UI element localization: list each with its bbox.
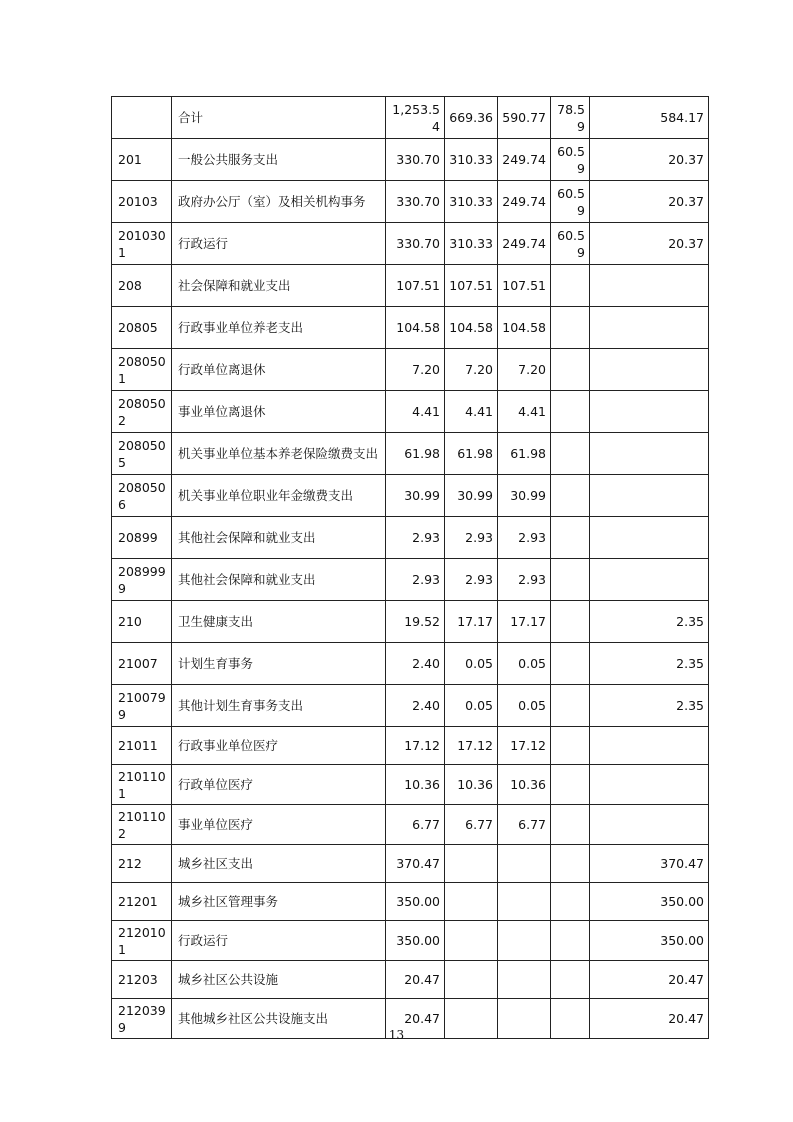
row-name: 机关事业单位基本养老保险缴费支出 (172, 433, 386, 475)
row-total: 2.40 (386, 643, 445, 685)
table-row (112, 433, 709, 475)
row-personnel-expenditure: 249.74 (498, 223, 551, 265)
row-name: 事业单位离退休 (172, 391, 386, 433)
row-name: 行政运行 (172, 223, 386, 265)
row-public-expenditure (551, 601, 590, 643)
row-public-expenditure (551, 349, 590, 391)
expenditure-table (111, 96, 709, 1039)
row-basic-expenditure (445, 845, 498, 883)
table-body (112, 97, 709, 1039)
row-name: 城乡社区管理事务 (172, 883, 386, 921)
row-public-expenditure (551, 391, 590, 433)
row-public-expenditure (551, 727, 590, 765)
row-personnel-expenditure: 104.58 (498, 307, 551, 349)
row-total: 350.00 (386, 883, 445, 921)
row-basic-expenditure: 4.41 (445, 391, 498, 433)
row-total: 350.00 (386, 921, 445, 961)
row-project-expenditure (590, 307, 709, 349)
row-personnel-expenditure: 30.99 (498, 475, 551, 517)
row-total: 6.77 (386, 805, 445, 845)
page-number: 13 (388, 1028, 405, 1042)
row-project-expenditure (590, 349, 709, 391)
table-row (112, 517, 709, 559)
row-code: 21203 (112, 961, 172, 999)
row-name: 其他社会保障和就业支出 (172, 559, 386, 601)
row-name: 一般公共服务支出 (172, 139, 386, 181)
row-public-expenditure: 60.59 (551, 181, 590, 223)
row-total: 20.47 (386, 961, 445, 999)
row-public-expenditure: 60.59 (551, 223, 590, 265)
row-total: 330.70 (386, 181, 445, 223)
row-total: 370.47 (386, 845, 445, 883)
row-total: 2.93 (386, 517, 445, 559)
row-personnel-expenditure: 6.77 (498, 805, 551, 845)
row-code: 210 (112, 601, 172, 643)
row-personnel-expenditure: 2.93 (498, 517, 551, 559)
row-personnel-expenditure: 0.05 (498, 643, 551, 685)
row-personnel-expenditure: 590.77 (498, 97, 551, 139)
row-total: 330.70 (386, 139, 445, 181)
table-row (112, 961, 709, 999)
row-public-expenditure (551, 921, 590, 961)
row-personnel-expenditure: 107.51 (498, 265, 551, 307)
row-code: 2080506 (112, 475, 172, 517)
row-public-expenditure (551, 685, 590, 727)
row-name: 行政运行 (172, 921, 386, 961)
row-basic-expenditure: 107.51 (445, 265, 498, 307)
row-basic-expenditure: 310.33 (445, 181, 498, 223)
row-code: 2080502 (112, 391, 172, 433)
row-total: 17.12 (386, 727, 445, 765)
row-public-expenditure: 78.59 (551, 97, 590, 139)
row-code: 208 (112, 265, 172, 307)
table-row (112, 765, 709, 805)
row-name: 行政单位离退休 (172, 349, 386, 391)
row-code: 2100799 (112, 685, 172, 727)
row-total: 2.40 (386, 685, 445, 727)
table-row (112, 139, 709, 181)
table-row (112, 181, 709, 223)
row-total: 61.98 (386, 433, 445, 475)
row-public-expenditure (551, 475, 590, 517)
row-code: 20805 (112, 307, 172, 349)
row-public-expenditure (551, 805, 590, 845)
row-total: 30.99 (386, 475, 445, 517)
row-project-expenditure: 20.47 (590, 999, 709, 1039)
row-name: 行政事业单位养老支出 (172, 307, 386, 349)
row-personnel-expenditure: 10.36 (498, 765, 551, 805)
row-basic-expenditure: 669.36 (445, 97, 498, 139)
table-row (112, 475, 709, 517)
row-name: 机关事业单位职业年金缴费支出 (172, 475, 386, 517)
row-name: 其他计划生育事务支出 (172, 685, 386, 727)
row-name: 卫生健康支出 (172, 601, 386, 643)
row-total: 107.51 (386, 265, 445, 307)
row-basic-expenditure: 30.99 (445, 475, 498, 517)
row-project-expenditure (590, 433, 709, 475)
row-code: 212 (112, 845, 172, 883)
row-code: 2010301 (112, 223, 172, 265)
row-name: 行政单位医疗 (172, 765, 386, 805)
row-personnel-expenditure: 7.20 (498, 349, 551, 391)
row-total: 2.93 (386, 559, 445, 601)
row-name: 城乡社区公共设施 (172, 961, 386, 999)
row-name: 其他城乡社区公共设施支出 (172, 999, 386, 1039)
row-basic-expenditure: 17.17 (445, 601, 498, 643)
row-project-expenditure: 20.37 (590, 139, 709, 181)
row-personnel-expenditure: 17.12 (498, 727, 551, 765)
table-row (112, 223, 709, 265)
table-row (112, 307, 709, 349)
row-name: 事业单位医疗 (172, 805, 386, 845)
row-personnel-expenditure (498, 921, 551, 961)
row-public-expenditure (551, 265, 590, 307)
row-code: 2101101 (112, 765, 172, 805)
row-name: 合计 (172, 97, 386, 139)
row-project-expenditure: 2.35 (590, 601, 709, 643)
row-code: 21011 (112, 727, 172, 765)
row-project-expenditure (590, 805, 709, 845)
row-total: 19.52 (386, 601, 445, 643)
row-basic-expenditure (445, 883, 498, 921)
row-personnel-expenditure: 17.17 (498, 601, 551, 643)
row-project-expenditure (590, 265, 709, 307)
row-project-expenditure (590, 517, 709, 559)
table-row (112, 559, 709, 601)
row-personnel-expenditure: 249.74 (498, 181, 551, 223)
table-row (112, 727, 709, 765)
row-name: 计划生育事务 (172, 643, 386, 685)
row-code: 21007 (112, 643, 172, 685)
row-personnel-expenditure: 249.74 (498, 139, 551, 181)
row-public-expenditure (551, 961, 590, 999)
row-basic-expenditure: 104.58 (445, 307, 498, 349)
row-total: 330.70 (386, 223, 445, 265)
row-public-expenditure (551, 643, 590, 685)
row-personnel-expenditure: 0.05 (498, 685, 551, 727)
row-basic-expenditure (445, 921, 498, 961)
row-personnel-expenditure (498, 961, 551, 999)
row-public-expenditure (551, 765, 590, 805)
row-basic-expenditure: 310.33 (445, 139, 498, 181)
row-code: 2080505 (112, 433, 172, 475)
row-code: 21201 (112, 883, 172, 921)
row-personnel-expenditure (498, 883, 551, 921)
row-code: 2080501 (112, 349, 172, 391)
row-public-expenditure (551, 517, 590, 559)
row-code: 20103 (112, 181, 172, 223)
row-project-expenditure: 20.37 (590, 181, 709, 223)
row-project-expenditure: 20.47 (590, 961, 709, 999)
row-basic-expenditure: 0.05 (445, 685, 498, 727)
table-row (112, 685, 709, 727)
row-public-expenditure: 60.59 (551, 139, 590, 181)
row-name: 行政事业单位医疗 (172, 727, 386, 765)
row-project-expenditure: 370.47 (590, 845, 709, 883)
row-basic-expenditure: 10.36 (445, 765, 498, 805)
row-name: 其他社会保障和就业支出 (172, 517, 386, 559)
row-public-expenditure (551, 883, 590, 921)
row-total: 10.36 (386, 765, 445, 805)
table-row (112, 845, 709, 883)
row-project-expenditure (590, 559, 709, 601)
row-public-expenditure (551, 307, 590, 349)
table-row (112, 97, 709, 139)
row-project-expenditure (590, 475, 709, 517)
row-project-expenditure: 2.35 (590, 685, 709, 727)
table-row (112, 883, 709, 921)
row-total: 20.47 (386, 999, 445, 1039)
row-total: 4.41 (386, 391, 445, 433)
row-personnel-expenditure: 61.98 (498, 433, 551, 475)
row-project-expenditure: 20.37 (590, 223, 709, 265)
row-name: 城乡社区支出 (172, 845, 386, 883)
row-project-expenditure: 584.17 (590, 97, 709, 139)
row-public-expenditure (551, 559, 590, 601)
row-basic-expenditure: 310.33 (445, 223, 498, 265)
table-row (112, 601, 709, 643)
table-row (112, 921, 709, 961)
row-code: 201 (112, 139, 172, 181)
row-project-expenditure (590, 765, 709, 805)
table-row (112, 805, 709, 845)
row-code (112, 97, 172, 139)
row-public-expenditure (551, 433, 590, 475)
row-basic-expenditure: 61.98 (445, 433, 498, 475)
row-public-expenditure (551, 845, 590, 883)
row-project-expenditure (590, 391, 709, 433)
row-basic-expenditure: 0.05 (445, 643, 498, 685)
row-basic-expenditure: 2.93 (445, 517, 498, 559)
row-basic-expenditure (445, 961, 498, 999)
row-basic-expenditure: 7.20 (445, 349, 498, 391)
row-project-expenditure: 2.35 (590, 643, 709, 685)
row-code: 2101102 (112, 805, 172, 845)
row-personnel-expenditure: 2.93 (498, 559, 551, 601)
table-row (112, 391, 709, 433)
table-row (112, 643, 709, 685)
table-row (112, 265, 709, 307)
row-project-expenditure (590, 727, 709, 765)
row-basic-expenditure: 6.77 (445, 805, 498, 845)
row-total: 104.58 (386, 307, 445, 349)
row-name: 政府办公厅（室）及相关机构事务 (172, 181, 386, 223)
row-basic-expenditure: 17.12 (445, 727, 498, 765)
row-total: 7.20 (386, 349, 445, 391)
row-personnel-expenditure: 4.41 (498, 391, 551, 433)
row-project-expenditure: 350.00 (590, 921, 709, 961)
row-code: 2120101 (112, 921, 172, 961)
row-code: 2089999 (112, 559, 172, 601)
row-total: 1,253.54 (386, 97, 445, 139)
table-row (112, 349, 709, 391)
row-code: 2120399 (112, 999, 172, 1039)
row-name: 社会保障和就业支出 (172, 265, 386, 307)
row-personnel-expenditure (498, 845, 551, 883)
row-basic-expenditure: 2.93 (445, 559, 498, 601)
row-code: 20899 (112, 517, 172, 559)
row-project-expenditure: 350.00 (590, 883, 709, 921)
